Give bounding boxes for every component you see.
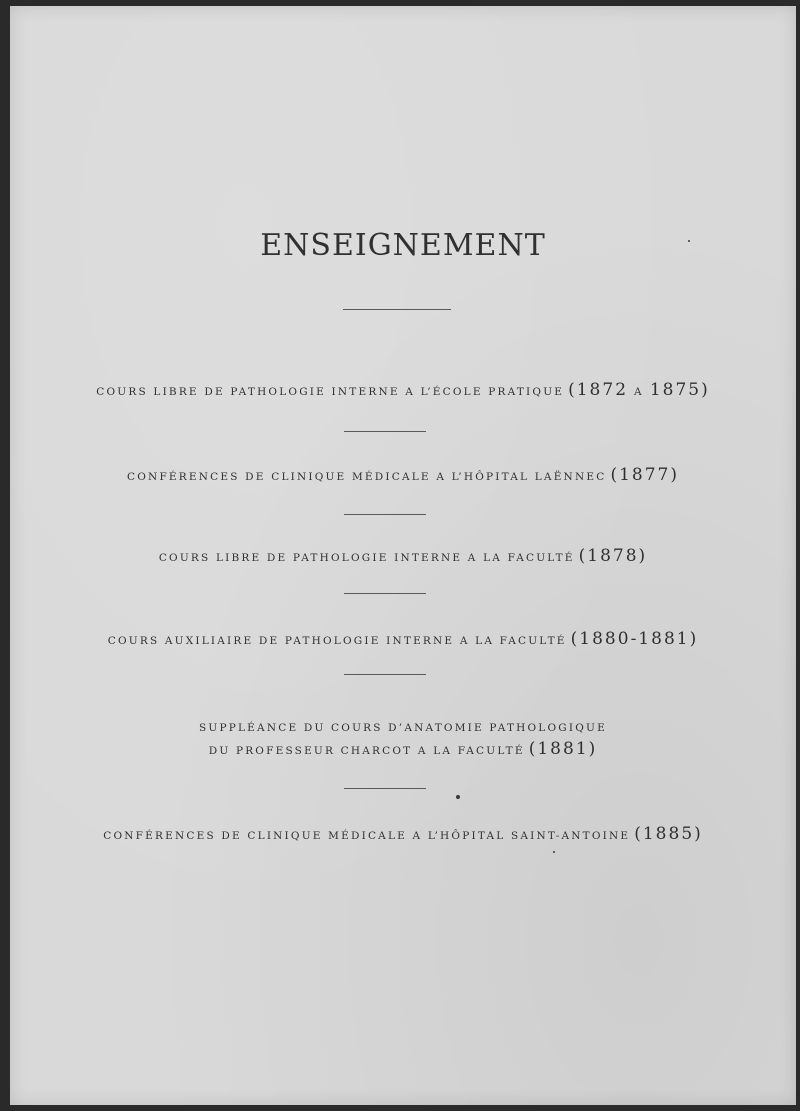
entry-laennec — [10, 465, 796, 485]
entry-date-separator: A — [634, 386, 644, 398]
entry-suppleance-line1 — [10, 716, 796, 735]
document-page — [10, 6, 796, 1105]
entry-faculte-1878 — [10, 546, 796, 566]
entry-auxiliaire — [10, 629, 796, 649]
divider — [344, 674, 426, 675]
entry-date: (1881) — [528, 739, 598, 759]
entry-text: COURS LIBRE DE PATHOLOGIE INTERNE A LA FACULTÉ — [158, 552, 575, 564]
entry-text: DU PROFESSEUR CHARCOT A LA FACULTÉ — [208, 745, 525, 757]
entry-ecole-pratique — [10, 380, 796, 400]
entry-text: SUPPLÉANCE DU COURS D’ANATOMIE PATHOLOGIQUE — [199, 722, 607, 734]
entry-date: (1878) — [578, 546, 648, 566]
ink-speck — [688, 240, 690, 242]
entry-suppleance-line2 — [10, 739, 796, 759]
divider — [344, 788, 426, 789]
entry-date: (1880-1881) — [570, 629, 699, 649]
entry-date-end: 1875) — [649, 380, 710, 400]
entry-saint-antoine — [10, 824, 796, 844]
entry-date-start: (1872 — [568, 380, 629, 400]
ink-speck — [553, 851, 555, 853]
entry-text: COURS AUXILIAIRE DE PATHOLOGIE INTERNE A LA FACULTÉ — [107, 635, 567, 647]
divider — [344, 514, 426, 515]
divider — [344, 431, 426, 432]
entry-text: CONFÉRENCES DE CLINIQUE MÉDICALE A L’HÔPITAL SAINT-ANTOINE — [103, 830, 631, 842]
title-divider — [343, 309, 451, 310]
divider — [344, 593, 426, 594]
entry-date: (1877) — [610, 465, 679, 485]
page-title: ENSEIGNEMENT — [260, 228, 546, 263]
ink-speck — [456, 795, 460, 799]
entry-text: COURS LIBRE DE PATHOLOGIE INTERNE A L’ÉCOLE PRATIQUE — [96, 386, 565, 398]
entry-text: CONFÉRENCES DE CLINIQUE MÉDICALE A L’HÔPITAL LAËNNEC — [127, 471, 607, 483]
entry-date: (1885) — [634, 824, 703, 844]
